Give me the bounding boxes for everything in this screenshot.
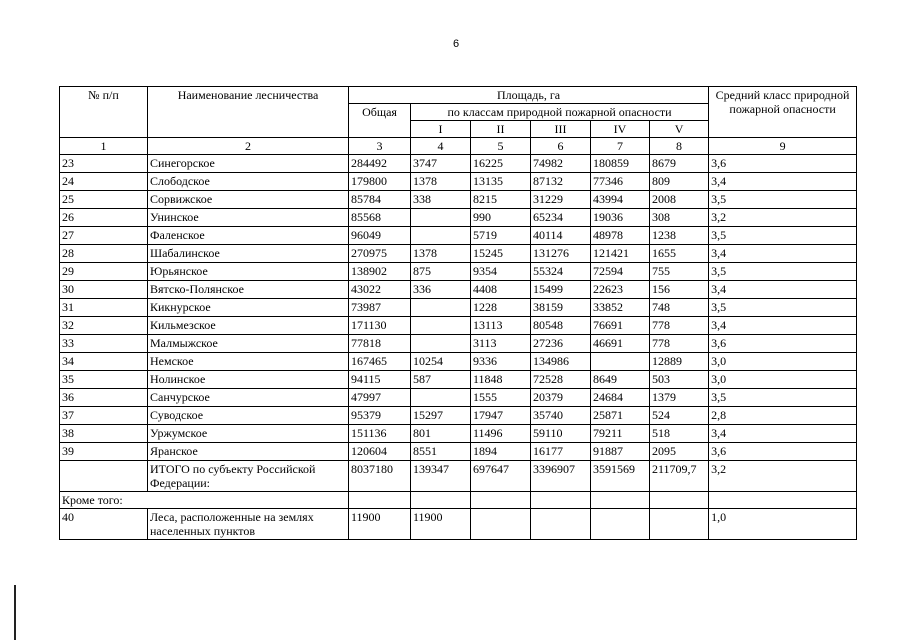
table-cell: 524: [650, 407, 709, 425]
table-cell: 27236: [531, 335, 591, 353]
table-header: [60, 87, 857, 155]
table-cell: 91887: [591, 443, 650, 461]
table-cell: [411, 317, 471, 335]
forestry-name: Унинское: [148, 209, 349, 227]
table-cell: 801: [411, 425, 471, 443]
col-number: 8: [650, 138, 709, 155]
forestry-name: Яранское: [148, 443, 349, 461]
table-cell: 25871: [591, 407, 650, 425]
row-number: 23: [60, 155, 148, 173]
table-cell: 3,4: [709, 425, 857, 443]
table-cell: 9336: [471, 353, 531, 371]
extra-name: Леса, расположенные на землях населенных пунктов: [148, 509, 349, 540]
table-cell: 3,0: [709, 371, 857, 389]
table-row: [60, 389, 857, 407]
table-row: [60, 191, 857, 209]
table-cell: 778: [650, 335, 709, 353]
table-row: [60, 335, 857, 353]
forestry-name: Синегорское: [148, 155, 349, 173]
total-row: [60, 461, 857, 492]
table-cell: 35740: [531, 407, 591, 425]
row-number: 39: [60, 443, 148, 461]
table-cell: 16225: [471, 155, 531, 173]
total-cell: 139347: [411, 461, 471, 492]
table-cell: 15297: [411, 407, 471, 425]
row-number: 32: [60, 317, 148, 335]
table-cell: 31229: [531, 191, 591, 209]
table-cell: 17947: [471, 407, 531, 425]
table-row: [60, 155, 857, 173]
table-cell: 94115: [349, 371, 411, 389]
extra-class-1: 11900: [411, 509, 471, 540]
table-cell: [411, 335, 471, 353]
forestry-name: Кикнурское: [148, 299, 349, 317]
table-cell: 5719: [471, 227, 531, 245]
table-cell: [411, 389, 471, 407]
header-class-2: II: [471, 121, 531, 138]
table-cell: 74982: [531, 155, 591, 173]
table-cell: [411, 299, 471, 317]
total-label: ИТОГО по субъекту Российской Федерации:: [148, 461, 349, 492]
table-cell: 4408: [471, 281, 531, 299]
table-cell: 2095: [650, 443, 709, 461]
table-cell: 167465: [349, 353, 411, 371]
forestry-name: Кильмезское: [148, 317, 349, 335]
forestry-name: Немское: [148, 353, 349, 371]
table-cell: 47997: [349, 389, 411, 407]
table-cell: 270975: [349, 245, 411, 263]
col-number: 6: [531, 138, 591, 155]
header-avg-class: Средний класс природной пожарной опасности: [709, 87, 857, 138]
table-cell: 3,0: [709, 353, 857, 371]
table-cell: 3,5: [709, 263, 857, 281]
table-cell: 55324: [531, 263, 591, 281]
table-cell: 11848: [471, 371, 531, 389]
table-cell: 3,6: [709, 335, 857, 353]
table-row: [60, 299, 857, 317]
table-cell: 151136: [349, 425, 411, 443]
table-cell: 503: [650, 371, 709, 389]
table-cell: 33852: [591, 299, 650, 317]
forestry-name: Уржумское: [148, 425, 349, 443]
col-number: 9: [709, 138, 857, 155]
table-cell: 8679: [650, 155, 709, 173]
table-cell: 9354: [471, 263, 531, 281]
total-num-cell: [60, 461, 148, 492]
scan-edge-mark: [14, 585, 16, 640]
table-cell: 10254: [411, 353, 471, 371]
col-number: 4: [411, 138, 471, 155]
table-cell: 43022: [349, 281, 411, 299]
col-number: 5: [471, 138, 531, 155]
row-number: 29: [60, 263, 148, 281]
forestry-name: Шабалинское: [148, 245, 349, 263]
table-cell: 13113: [471, 317, 531, 335]
header-class-5: V: [650, 121, 709, 138]
table-row: [60, 245, 857, 263]
table-cell: 875: [411, 263, 471, 281]
table-cell: 46691: [591, 335, 650, 353]
table-cell: 3,6: [709, 443, 857, 461]
table-cell: 134986: [531, 353, 591, 371]
table-cell: 1379: [650, 389, 709, 407]
table-cell: 15245: [471, 245, 531, 263]
table-cell: 3,2: [709, 209, 857, 227]
column-number-row: [60, 138, 857, 155]
table-cell: 156: [650, 281, 709, 299]
table-cell: 338: [411, 191, 471, 209]
table-cell: 43994: [591, 191, 650, 209]
table-cell: 22623: [591, 281, 650, 299]
table-cell: 284492: [349, 155, 411, 173]
header-name: Наименование лесничества: [148, 87, 349, 138]
forestry-name: Нолинское: [148, 371, 349, 389]
table-cell: 518: [650, 425, 709, 443]
header-by-class: по классам природной пожарной опасности: [411, 104, 709, 121]
table-cell: 24684: [591, 389, 650, 407]
table-cell: 1655: [650, 245, 709, 263]
table-cell: 3,4: [709, 317, 857, 335]
forestry-name: Санчурское: [148, 389, 349, 407]
table-body: [60, 155, 857, 461]
table-cell: 3,4: [709, 281, 857, 299]
table-cell: 3,6: [709, 155, 857, 173]
total-cell: 697647: [471, 461, 531, 492]
extra-row: [60, 509, 857, 540]
row-number: 31: [60, 299, 148, 317]
table-cell: 73987: [349, 299, 411, 317]
col-number: 1: [60, 138, 148, 155]
forestry-name: Юрьянское: [148, 263, 349, 281]
forestry-name: Малмыжское: [148, 335, 349, 353]
forestry-name: Сорвижское: [148, 191, 349, 209]
table-cell: 85784: [349, 191, 411, 209]
table-row: [60, 173, 857, 191]
table-cell: 748: [650, 299, 709, 317]
table-cell: 1378: [411, 245, 471, 263]
table-cell: [591, 353, 650, 371]
row-number: 34: [60, 353, 148, 371]
table-cell: 72594: [591, 263, 650, 281]
table-cell: 77818: [349, 335, 411, 353]
table-cell: 40114: [531, 227, 591, 245]
extra-total: 11900: [349, 509, 411, 540]
table-cell: 121421: [591, 245, 650, 263]
header-class-4: IV: [591, 121, 650, 138]
table-cell: 1555: [471, 389, 531, 407]
row-number: 24: [60, 173, 148, 191]
table-cell: 65234: [531, 209, 591, 227]
col-number: 3: [349, 138, 411, 155]
row-number: 37: [60, 407, 148, 425]
table-row: [60, 353, 857, 371]
header-class-1: I: [411, 121, 471, 138]
table-cell: 120604: [349, 443, 411, 461]
table-cell: 8215: [471, 191, 531, 209]
table-cell: 3,5: [709, 227, 857, 245]
table-cell: 171130: [349, 317, 411, 335]
besides-label: Кроме того:: [60, 492, 349, 509]
extra-avg: 1,0: [709, 509, 857, 540]
forestry-name: Вятско-Полянское: [148, 281, 349, 299]
table-cell: 179800: [349, 173, 411, 191]
table-cell: 77346: [591, 173, 650, 191]
table-cell: 12889: [650, 353, 709, 371]
table-row: [60, 227, 857, 245]
table-cell: 990: [471, 209, 531, 227]
table-cell: 138902: [349, 263, 411, 281]
total-cell: 3,2: [709, 461, 857, 492]
row-number: 27: [60, 227, 148, 245]
table-cell: 72528: [531, 371, 591, 389]
row-number: 26: [60, 209, 148, 227]
table-cell: 85568: [349, 209, 411, 227]
row-number: 36: [60, 389, 148, 407]
table-row: [60, 425, 857, 443]
table-cell: 76691: [591, 317, 650, 335]
table-cell: 38159: [531, 299, 591, 317]
table-cell: 19036: [591, 209, 650, 227]
table-cell: 79211: [591, 425, 650, 443]
besides-row: [60, 492, 857, 509]
table-cell: 16177: [531, 443, 591, 461]
table-cell: 131276: [531, 245, 591, 263]
table-row: [60, 371, 857, 389]
table-cell: 20379: [531, 389, 591, 407]
table-cell: 180859: [591, 155, 650, 173]
table-cell: 8551: [411, 443, 471, 461]
table-cell: 778: [650, 317, 709, 335]
table-cell: 8649: [591, 371, 650, 389]
forestry-fire-class-table: [59, 86, 857, 540]
header-num: № п/п: [60, 87, 148, 138]
table-cell: 308: [650, 209, 709, 227]
table-cell: 3,5: [709, 299, 857, 317]
col-number: 2: [148, 138, 349, 155]
table-cell: [411, 209, 471, 227]
total-cell: 8037180: [349, 461, 411, 492]
table-row: [60, 443, 857, 461]
forestry-name: Суводское: [148, 407, 349, 425]
table-cell: 3,5: [709, 191, 857, 209]
row-number: 33: [60, 335, 148, 353]
table-cell: 3,4: [709, 245, 857, 263]
table-cell: 3,4: [709, 173, 857, 191]
table-row: [60, 209, 857, 227]
table-cell: 809: [650, 173, 709, 191]
total-cell: 3396907: [531, 461, 591, 492]
table-cell: 755: [650, 263, 709, 281]
table-cell: 3113: [471, 335, 531, 353]
page-number: 6: [452, 38, 460, 50]
total-cell: 3591569: [591, 461, 650, 492]
table-cell: 59110: [531, 425, 591, 443]
table-cell: 1238: [650, 227, 709, 245]
table-cell: 13135: [471, 173, 531, 191]
table-cell: 1894: [471, 443, 531, 461]
table-cell: 2008: [650, 191, 709, 209]
table-row: [60, 281, 857, 299]
row-number: 25: [60, 191, 148, 209]
extra-num: 40: [60, 509, 148, 540]
table-cell: 87132: [531, 173, 591, 191]
row-number: 30: [60, 281, 148, 299]
table-cell: 48978: [591, 227, 650, 245]
forestry-name: Слободское: [148, 173, 349, 191]
table-cell: 96049: [349, 227, 411, 245]
row-number: 35: [60, 371, 148, 389]
total-cell: 211709,7: [650, 461, 709, 492]
table-cell: 336: [411, 281, 471, 299]
forestry-name: Фаленское: [148, 227, 349, 245]
table-cell: 11496: [471, 425, 531, 443]
table-cell: 587: [411, 371, 471, 389]
table-row: [60, 263, 857, 281]
table-row: [60, 407, 857, 425]
header-total: Общая: [349, 104, 411, 138]
table-cell: 2,8: [709, 407, 857, 425]
table-cell: 3,5: [709, 389, 857, 407]
table-cell: 1228: [471, 299, 531, 317]
table-cell: 1378: [411, 173, 471, 191]
table-footer: [60, 461, 857, 540]
header-area: Площадь, га: [349, 87, 709, 104]
table-cell: 15499: [531, 281, 591, 299]
table-row: [60, 317, 857, 335]
table-cell: [411, 227, 471, 245]
row-number: 38: [60, 425, 148, 443]
header-class-3: III: [531, 121, 591, 138]
table-cell: 95379: [349, 407, 411, 425]
table-cell: 80548: [531, 317, 591, 335]
col-number: 7: [591, 138, 650, 155]
table-cell: 3747: [411, 155, 471, 173]
row-number: 28: [60, 245, 148, 263]
